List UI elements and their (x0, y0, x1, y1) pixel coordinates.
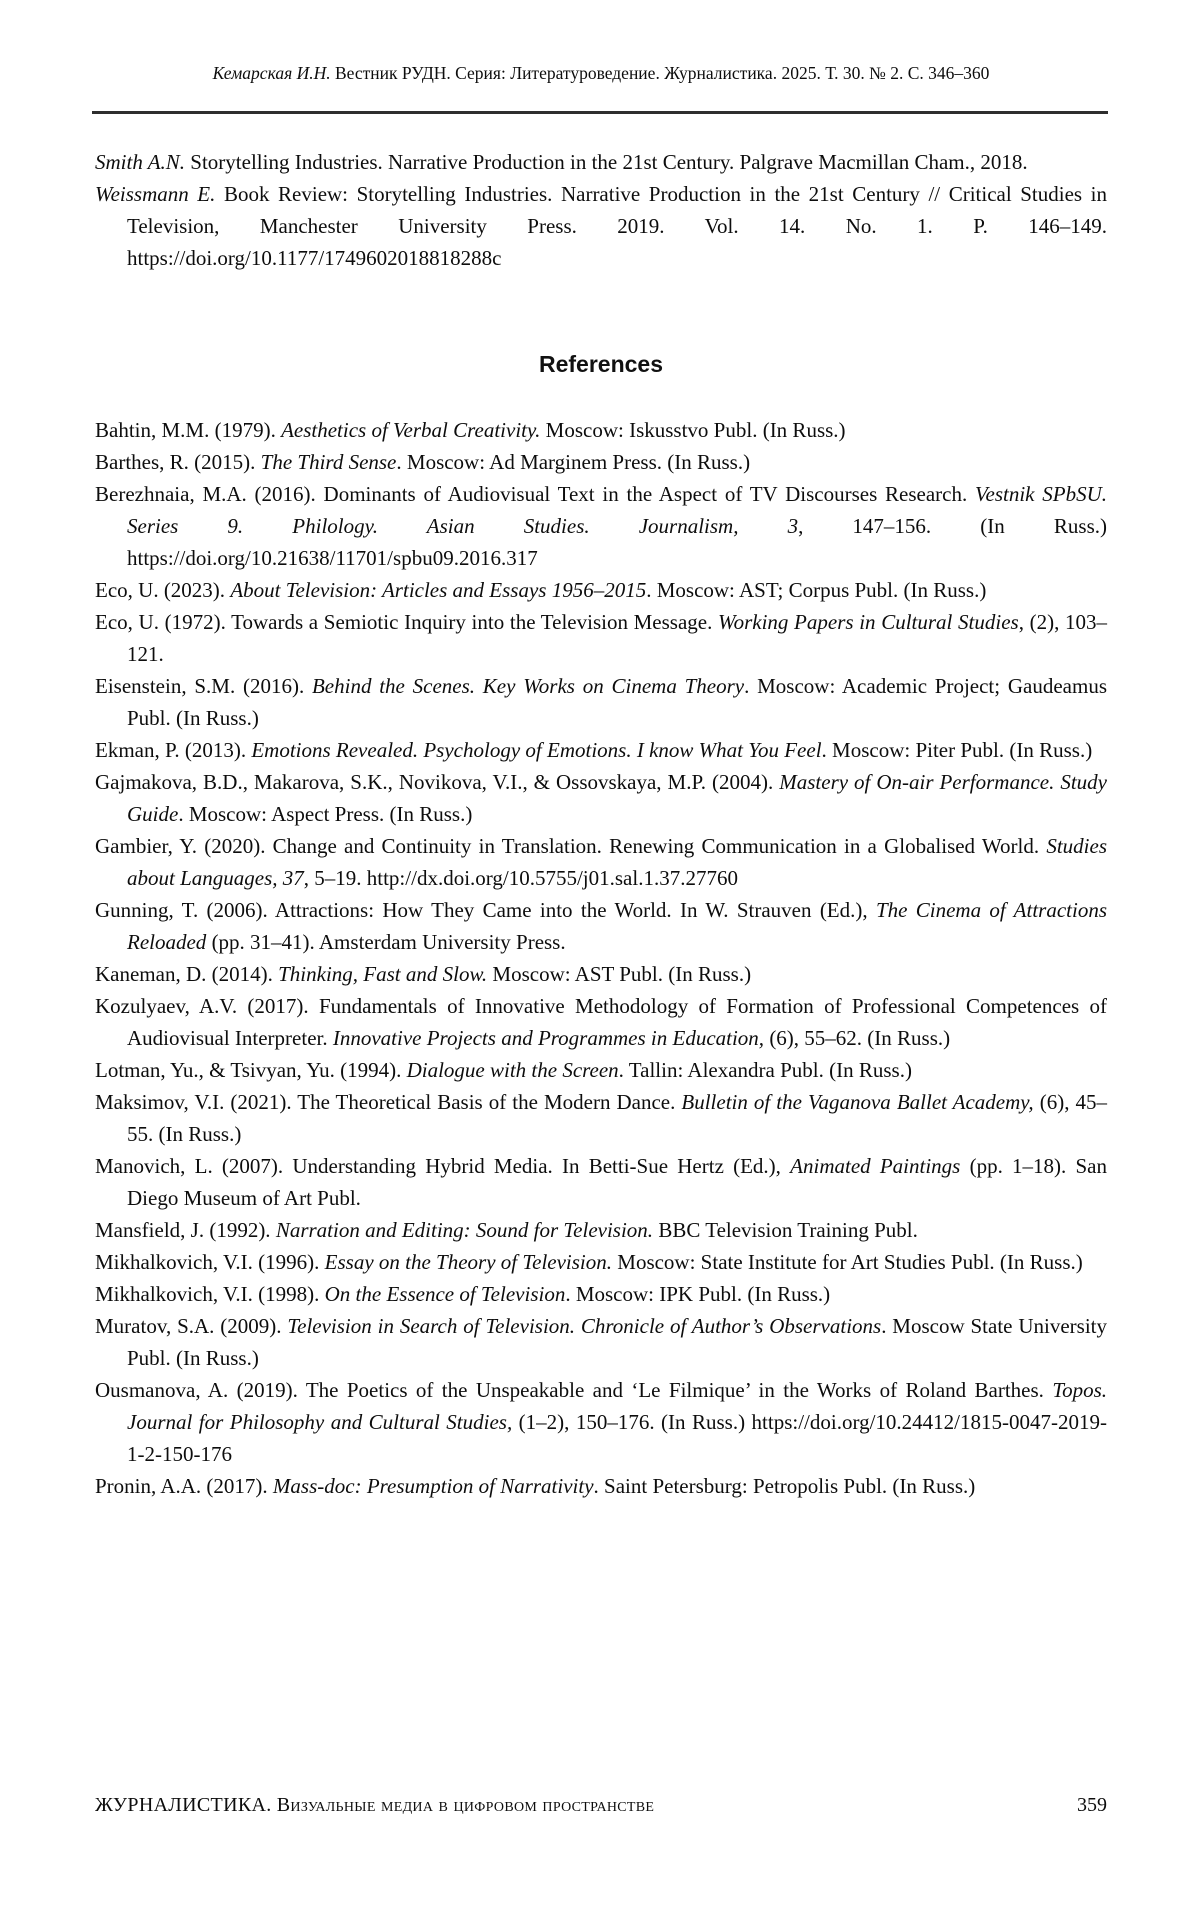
reference-entry (95, 766, 1107, 830)
citation-text: , (2), 103–121. (127, 610, 1107, 666)
citation-text: (pp. 1–18). San Diego Museum of Art Publ. (127, 1154, 1107, 1210)
work-title: Animated Paintings (790, 1154, 961, 1178)
citation-text: Storytelling Industries. Narrative Production in the 21st Century. Palgrave Macmillan Cham., 2018. (185, 150, 1028, 174)
work-title: On the Essence of Television (324, 1282, 566, 1306)
work-title: Aesthetics of Verbal Creativity. (281, 418, 541, 442)
page-number: 359 (1077, 1794, 1107, 1816)
citation-text: Mikhalkovich, V.I. (1996). (95, 1250, 325, 1274)
work-title: The Cinema of Attractions Reloaded (127, 898, 1108, 954)
citation-text: Ousmanova, A. (2019). The Poetics of the Unspeakable and ‘Le Filmique’ in the Works of Roland Barthes. (95, 1378, 1053, 1402)
citation-text: Eisenstein, S.M. (2016). (95, 674, 312, 698)
reference-entry (95, 1470, 1107, 1502)
citation-text: BBC Television Training Publ. (653, 1218, 918, 1242)
citation-text: , 5–19. (303, 866, 367, 890)
work-title: Innovative Projects and Programmes in Education, (332, 1026, 765, 1050)
citation-text: Moscow: Iskusstvo Publ. (In Russ.) (540, 418, 846, 442)
citation-text: . Moscow: Piter Publ. (In Russ.) (821, 738, 1093, 762)
doi-link[interactable]: https://doi.org/10.24412/1815-0047-2019-1-2-150-176 (127, 1410, 1107, 1466)
work-title: Studies about Languages, 37 (127, 834, 1107, 890)
citation-text: . Moscow: IPK Publ. (In Russ.) (565, 1282, 831, 1306)
reference-entry (95, 958, 1107, 990)
work-title: Topos. Journal for Philosophy and Cultural Studies, (127, 1378, 1107, 1434)
reference-entry (95, 894, 1107, 958)
running-header (95, 62, 1107, 84)
citation-text: (6), 45–55. (In Russ.) (127, 1090, 1107, 1146)
reference-entry (95, 1214, 1107, 1246)
doi-link[interactable]: http://dx.doi.org/10.5755/j01.sal.1.37.27760 (366, 866, 738, 890)
citation-text: Berezhnaia, M.A. (2016). Dominants of Audiovisual Text in the Aspect of TV Discourses Research. (95, 482, 975, 506)
reference-entry (95, 1278, 1107, 1310)
citation-text: Gajmakova, B.D., Makarova, S.K., Novikova, V.I., & Ossovskaya, M.P. (2004). (95, 770, 780, 794)
citation-text: Eco, U. (1972). Towards a Semiotic Inquiry into the Television Message. (95, 610, 719, 634)
citation-text: (1–2), 150–176. (In Russ.) (512, 1410, 752, 1434)
citation-text: . Moscow: AST; Corpus Publ. (In Russ.) (646, 578, 987, 602)
work-title: Television in Search of Television. Chronicle of Author’s Observations (287, 1314, 882, 1338)
work-title: Essay on the Theory of Television. (324, 1250, 613, 1274)
citation-text: Moscow: State Institute for Art Studies Publ. (In Russ.) (612, 1250, 1083, 1274)
work-title: Narration and Editing: Sound for Television. (275, 1218, 654, 1242)
reference-entry (95, 1246, 1107, 1278)
citation-text: Kozulyaev, A.V. (2017). Fundamentals of Innovative Methodology of Formation of Professional Competences of Audiovisual Interpreter. (95, 994, 1107, 1050)
citation-text: Mikhalkovich, V.I. (1998). (95, 1282, 325, 1306)
page-footer (95, 1794, 1107, 1817)
reference-entry (95, 1054, 1107, 1086)
doi-link[interactable]: https://doi.org/10.1177/1749602018818288c (127, 246, 502, 270)
reference-entry (95, 1086, 1107, 1150)
footer-section-title: ЖУРНАЛИСТИКА. Визуальные медиа в цифровом пространстве (95, 1794, 655, 1816)
work-title: About Television: Articles and Essays 1956–2015 (230, 578, 647, 602)
reference-entry (95, 990, 1107, 1054)
citation-text: . Tallin: Alexandra Publ. (In Russ.) (618, 1058, 912, 1082)
pre-references-list (95, 146, 1107, 274)
reference-entry (95, 734, 1107, 766)
citation-text: Mansfield, J. (1992). (95, 1218, 276, 1242)
reference-entry (95, 670, 1107, 734)
citation-text: Gambier, Y. (2020). Change and Continuity in Translation. Renewing Communication in a Globalised World. (95, 834, 1047, 858)
work-title: Bulletin of the Vaganova Ballet Academy, (681, 1090, 1034, 1114)
work-title: Weissmann E. (95, 182, 216, 206)
work-title: Thinking, Fast and Slow. (278, 962, 488, 986)
citation-text: Ekman, P. (2013). (95, 738, 252, 762)
reference-entry (95, 414, 1107, 446)
citation-text: Pronin, A.A. (2017). (95, 1474, 273, 1498)
citation-text: . Moscow State University Publ. (In Russ.) (127, 1314, 1108, 1370)
bibliography-entry (95, 178, 1107, 274)
reference-entry (95, 478, 1107, 574)
reference-entry (95, 574, 1107, 606)
work-title: Vestnik SPbSU. Series 9. Philology. Asian Studies. Journalism, 3 (127, 482, 1107, 538)
citation-text: Barthes, R. (2015). (95, 450, 261, 474)
work-title: Mastery of On-air Performance. Study Guide (127, 770, 1107, 826)
work-title: Smith A.N. (95, 150, 186, 174)
work-title: Emotions Revealed. Psychology of Emotions. I know What You Feel (251, 738, 822, 762)
citation-text: . Saint Petersburg: Petropolis Publ. (In Russ.) (593, 1474, 976, 1498)
work-title: Behind the Scenes. Key Works on Cinema Theory (311, 674, 745, 698)
citation-text: . Moscow: Academic Project; Gaudeamus Publ. (In Russ.) (127, 674, 1108, 730)
references-heading: References (538, 351, 664, 377)
reference-entry (95, 606, 1107, 670)
work-title: Working Papers in Cultural Studies (718, 610, 1019, 634)
citation-text: Gunning, T. (2006). Attractions: How They Came into the World. In W. Strauven (Ed.), (95, 898, 876, 922)
citation-text: Bahtin, M.M. (1979). (95, 418, 282, 442)
work-title: Кемарская И.Н. (212, 63, 331, 83)
citation-text: Maksimov, V.I. (2021). The Theoretical Basis of the Modern Dance. (95, 1090, 682, 1114)
doi-link[interactable]: https://doi.org/10.21638/11701/spbu09.2016.317 (127, 546, 538, 570)
header-rule (92, 111, 1108, 114)
citation-text: Moscow: AST Publ. (In Russ.) (487, 962, 752, 986)
work-title: The Third Sense (260, 450, 397, 474)
reference-entry (95, 1374, 1107, 1470)
bibliography-entry (95, 146, 1107, 178)
citation-text: Manovich, L. (2007). Understanding Hybrid Media. In Betti-Sue Hertz (Ed.), (95, 1154, 791, 1178)
reference-entry (95, 446, 1107, 478)
reference-entry (95, 830, 1107, 894)
citation-text: Kaneman, D. (2014). (95, 962, 279, 986)
citation-text: , 147–156. (In Russ.) (798, 514, 1107, 538)
citation-text: Eco, U. (2023). (95, 578, 231, 602)
citation-text: . Moscow: Ad Marginem Press. (In Russ.) (396, 450, 751, 474)
references-list (95, 414, 1107, 1502)
reference-entry (95, 1310, 1107, 1374)
work-title: Mass-doc: Presumption of Narrativity (272, 1474, 594, 1498)
citation-text: . Moscow: Aspect Press. (In Russ.) (178, 802, 473, 826)
citation-text: Lotman, Yu., & Tsivyan, Yu. (1994). (95, 1058, 407, 1082)
reference-entry (95, 1150, 1107, 1214)
citation-text: (6), 55–62. (In Russ.) (764, 1026, 951, 1050)
citation-text: Book Review: Storytelling Industries. Narrative Production in the 21st Century // Critical Studies in Television, Manchester University Press. 2019. Vol. 14. No. 1. P. 146–149. (127, 182, 1108, 238)
citation-text: (pp. 31–41). Amsterdam University Press. (206, 930, 566, 954)
citation-text: Вестник РУДН. Серия: Литературоведение. Журналистика. 2025. Т. 30. № 2. С. 346–360 (330, 63, 990, 83)
citation-text: Muratov, S.A. (2009). (95, 1314, 288, 1338)
work-title: Dialogue with the Screen (406, 1058, 619, 1082)
